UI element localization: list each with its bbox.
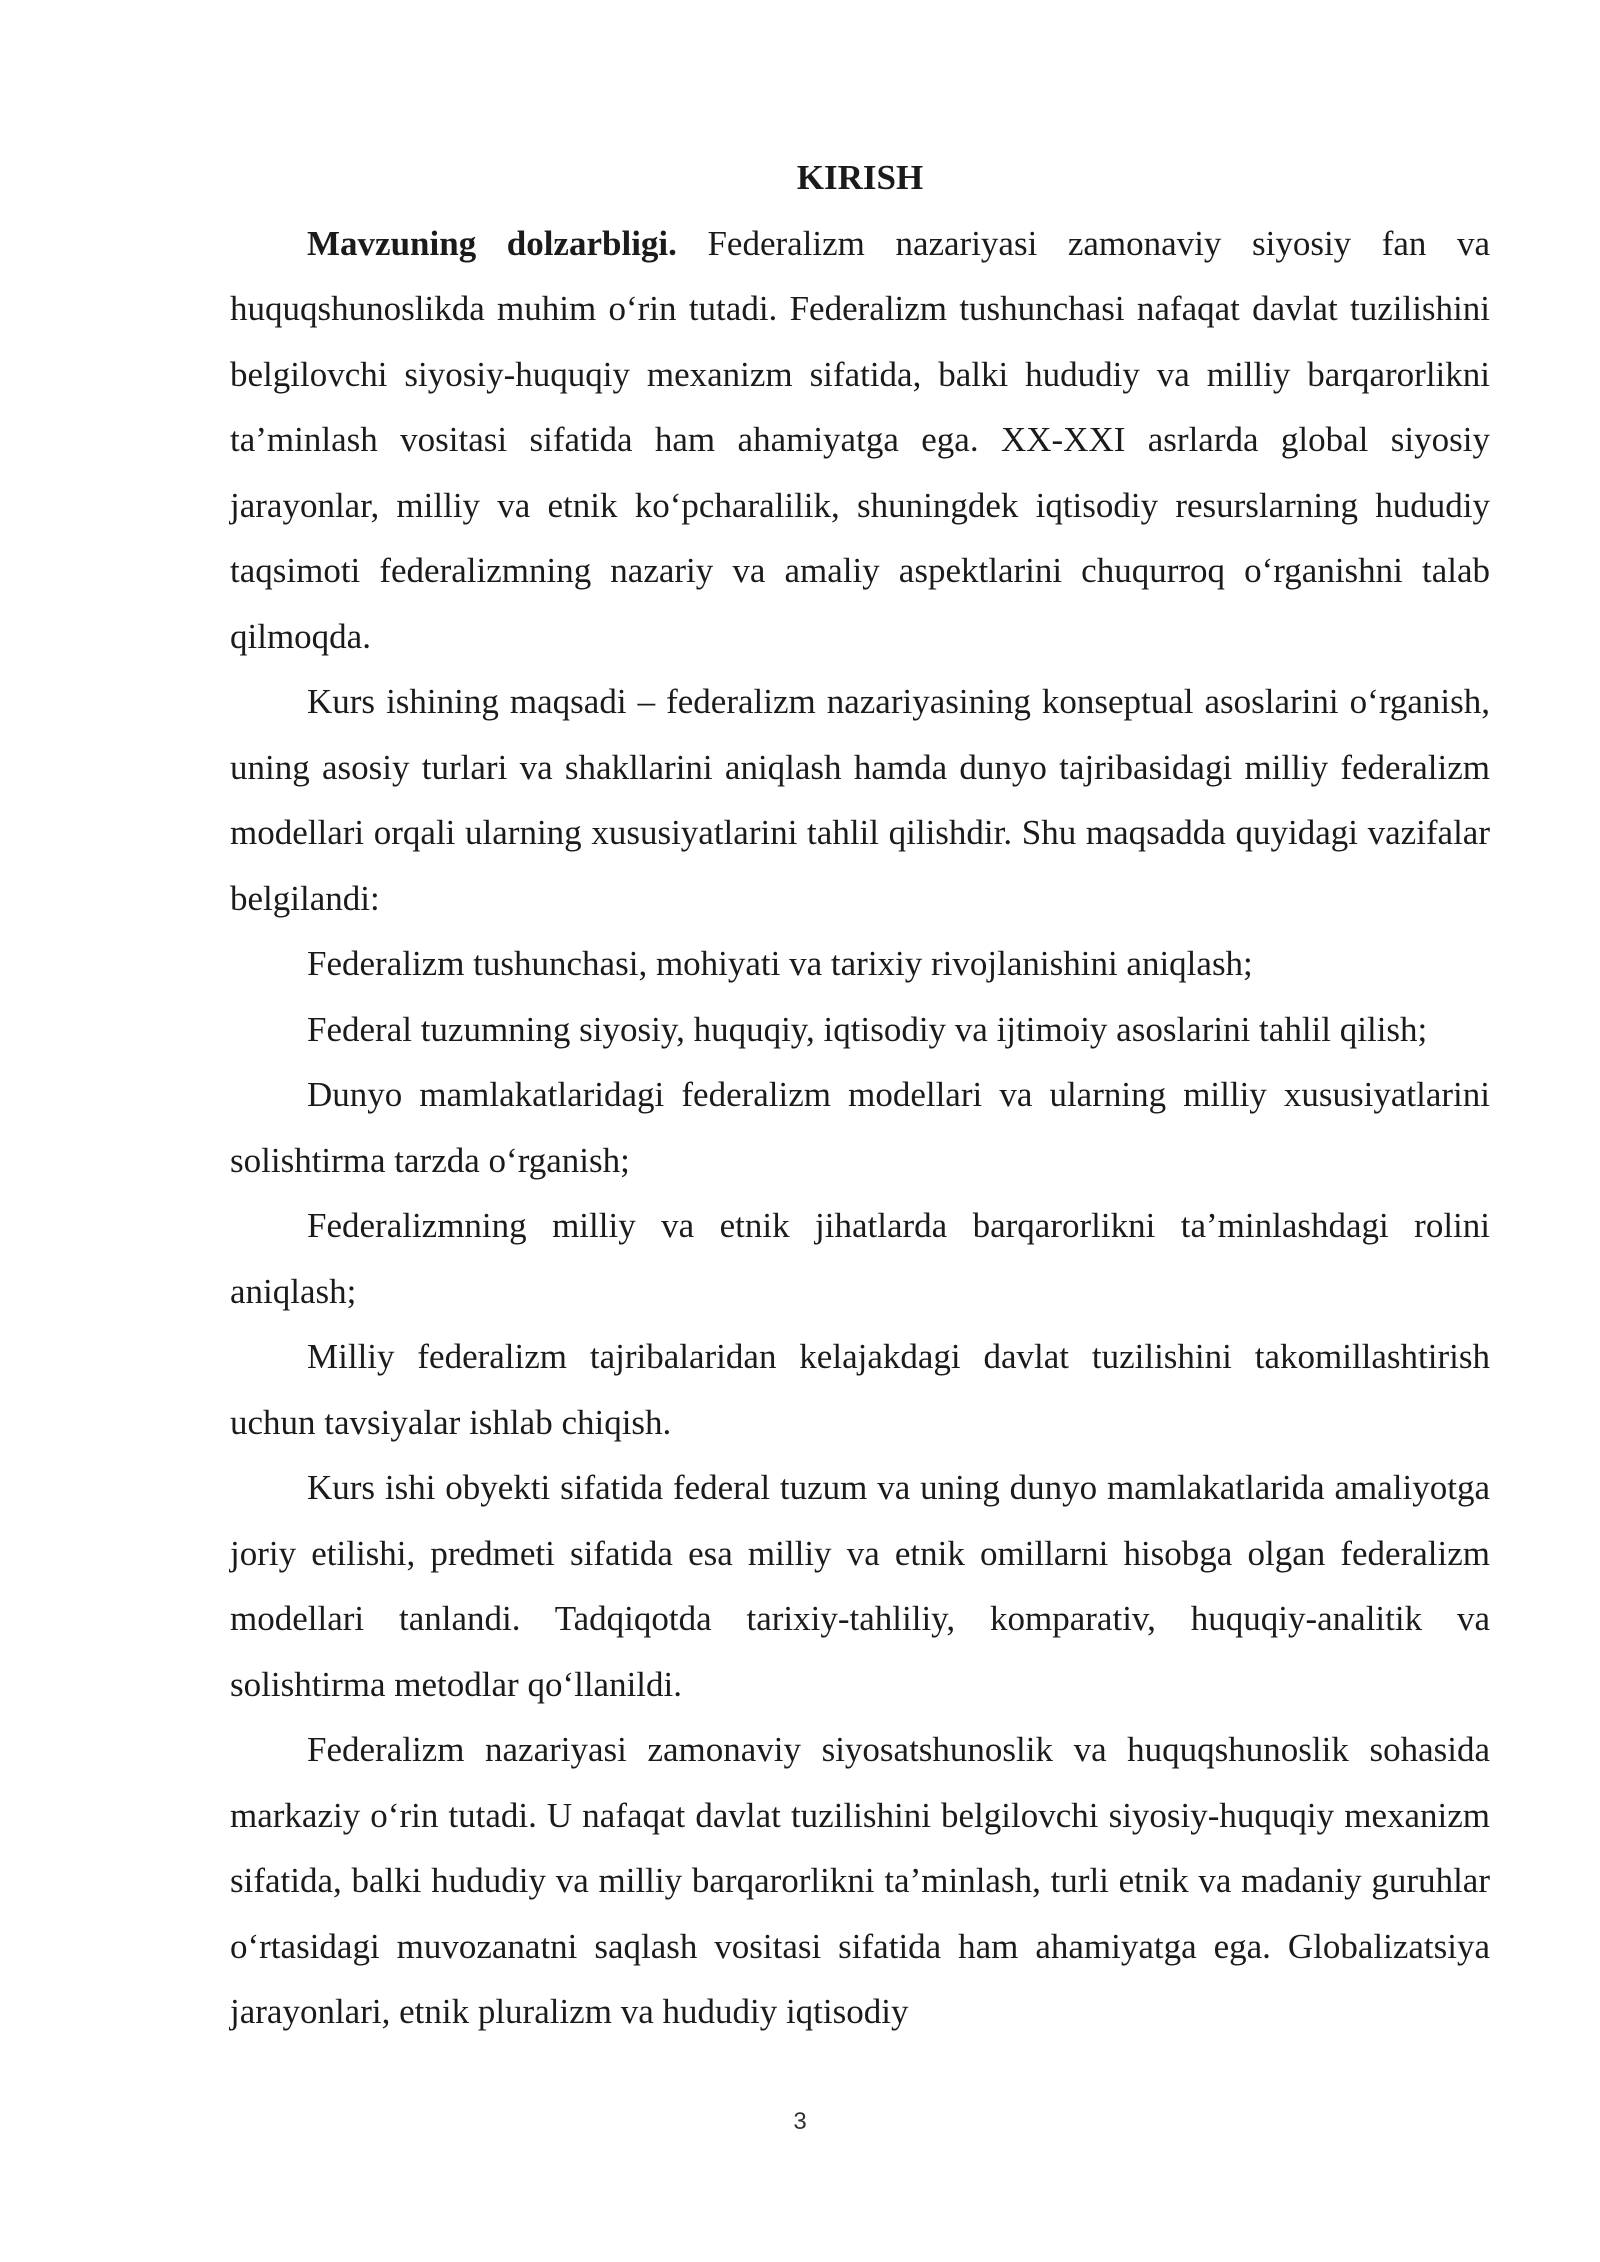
task-item-3: Dunyo mamlakatlaridagi federalizm modellari va ularning milliy xususiyatlarini solishtirma tarzda o‘rganish; [230,1075,1490,1180]
task-item-1: Federalizm tushunchasi, mohiyati va tarixiy rivojlanishini aniqlash; [307,944,1253,983]
paragraph-theory: Federalizm nazariyasi zamonaviy siyosatshunoslik va huquqshunoslik sohasida markaziy o‘rin tutadi. U nafaqat davlat tuzilishini belgilovchi siyosiy-huquqiy mexanizm sifatida, balki hududiy va milliy barqarorlikni ta’minlash, turli etnik va madaniy guruhlar o‘rtasidagi muvozanatni saqlash vositasi sifatida ham ahamiyatga ega. Globalizatsiya jarayonlari, etnik pluralizm va hududiy iqtisodiy [230,1730,1490,2031]
task-item-4: Federalizmning milliy va etnik jihatlarda barqarorlikni ta’minlashdagi rolini aniqlash; [230,1206,1490,1311]
page-number: 3 [793,2108,807,2135]
intro-lead: Mavzuning dolzarbligi. [307,223,677,263]
section-heading: KIRISH [796,158,924,197]
intro-text: Federalizm nazariyasi zamonaviy siyosiy fan va huquqshunoslikda muhim o‘rin tutadi. Federalizm tushunchasi nafaqat davlat tuzilishini belgilovchi siyosiy-huquqiy mexanizm sifatida, balki hududiy va milliy barqarorlikni ta’minlash vositasi sifatida ham ahamiyatga ega. XX-XXI asrlarda global siyosiy jarayonlar, milliy va etnik ko‘pcharalilik, shuningdek iqtisodiy resurslarning hududiy taqsimoti federalizmning nazariy va amaliy aspektlarini chuqurroq o‘rganishni talab qilmoqda. [230,223,1491,656]
task-item-2: Federal tuzumning siyosiy, huquqiy, iqtisodiy va ijtimoiy asoslarini tahlil qilish; [307,1009,1428,1049]
page-content [230,145,1490,2045]
intro-paragraph [230,211,1490,670]
paragraph-object: Kurs ishi obyekti sifatida federal tuzum va uning dunyo mamlakatlarida amaliyotga joriy etilishi, predmeti sifatida esa milliy va etnik omillarni hisobga olgan federalizm modellari tanlandi. Tadqiqotda tarixiy-tahliliy, komparativ, huquqiy-analitik va solishtirma metodlar qo‘llanildi. [230,1468,1490,1704]
task-item-5: Milliy federalizm tajribalaridan kelajakdagi davlat tuzilishini takomillashtirish uchun tavsiyalar ishlab chiqish. [230,1337,1490,1442]
paragraph-purpose: Kurs ishining maqsadi – federalizm nazariyasining konseptual asoslarini o‘rganish, uning asosiy turlari va shakllarini aniqlash hamda dunyo tajribasidagi milliy federalizm modellari orqali ularning xususiyatlarini tahlil qilishdir. Shu maqsadda quyidagi vazifalar belgilandi: [230,682,1490,918]
